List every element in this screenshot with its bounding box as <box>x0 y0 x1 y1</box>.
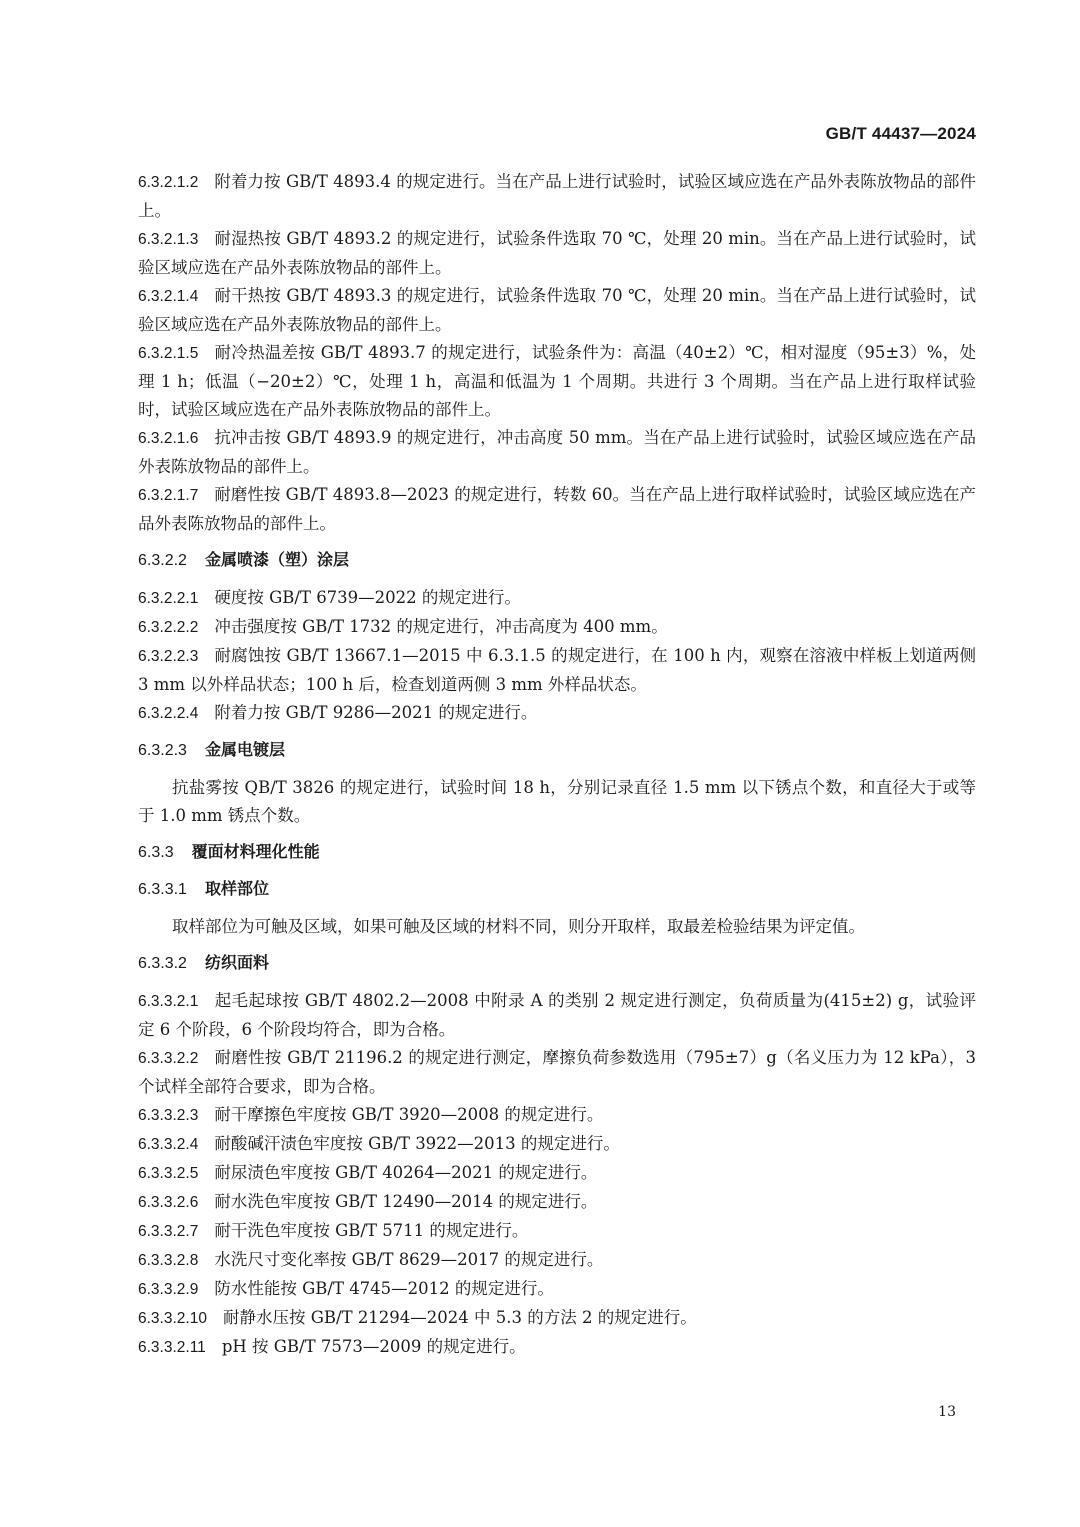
section-number: 6.3.2.3 <box>138 742 187 759</box>
clause-text: 耐干摩擦色牢度按 GB/T 3920—2008 的规定进行。 <box>214 1105 604 1124</box>
section-title: 覆面材料理化性能 <box>191 844 320 861</box>
clause-number: 6.3.2.2.2 <box>138 619 199 636</box>
clause-paragraph <box>138 699 976 728</box>
section-heading <box>138 547 976 575</box>
clause-text: 耐静水压按 GB/T 21294—2024 中 5.3 的方法 2 的规定进行。 <box>222 1308 697 1327</box>
clause-number: 6.3.3.2.7 <box>138 1223 199 1240</box>
section-number: 6.3.3.2 <box>138 955 187 972</box>
page-content <box>138 168 976 1362</box>
section-heading <box>138 839 976 867</box>
clause-number: 6.3.2.1.3 <box>138 231 199 248</box>
clause-number: 6.3.2.1.5 <box>138 345 199 362</box>
clause-number: 6.3.2.2.1 <box>138 590 199 607</box>
clause-paragraph <box>138 481 976 538</box>
clause-number: 6.3.3.2.5 <box>138 1165 199 1182</box>
section-heading <box>138 876 976 904</box>
clause-paragraph <box>138 1304 976 1333</box>
clause-paragraph <box>138 1246 976 1275</box>
clause-paragraph <box>138 1101 976 1130</box>
clause-number: 6.3.3.2.6 <box>138 1194 199 1211</box>
clause-text: 冲击强度按 GB/T 1732 的规定进行，冲击高度为 400 mm。 <box>214 617 668 636</box>
section-heading <box>138 950 976 978</box>
section-number: 6.3.3.1 <box>138 881 187 898</box>
clause-text: 耐干洗色牢度按 GB/T 5711 的规定进行。 <box>214 1221 529 1240</box>
standard-code: GB/T 44437—2024 <box>825 124 976 143</box>
clause-paragraph <box>138 1333 976 1362</box>
clause-number: 6.3.3.2.2 <box>138 1050 199 1067</box>
clause-text: 硬度按 GB/T 6739—2022 的规定进行。 <box>214 588 521 607</box>
body-paragraph: 取样部位为可触及区域，如果可触及区域的材料不同，则分开取样，取最差检验结果为评定值。 <box>172 917 865 936</box>
clause-text: 附着力按 GB/T 9286—2021 的规定进行。 <box>214 703 538 722</box>
clause-text: 耐湿热按 GB/T 4893.2 的规定进行，试验条件选取 70 ℃，处理 20 min。当在产品上进行试验时，试验区域应选在产品外表陈放物品的部件上。 <box>138 229 976 277</box>
clause-number: 6.3.3.2.8 <box>138 1252 199 1269</box>
clause-paragraph <box>138 1217 976 1246</box>
clause-paragraph <box>138 613 976 642</box>
clause-paragraph <box>138 1275 976 1304</box>
clause-text: 耐干热按 GB/T 4893.3 的规定进行，试验条件选取 70 ℃，处理 20 min。当在产品上进行试验时，试验区域应选在产品外表陈放物品的部件上。 <box>138 286 976 334</box>
section-title: 金属喷漆（塑）涂层 <box>204 552 349 569</box>
clause-number: 6.3.3.2.10 <box>138 1310 207 1327</box>
clause-paragraph <box>138 987 976 1044</box>
clause-paragraph <box>138 168 976 225</box>
section-number: 6.3.3 <box>138 844 174 861</box>
clause-text: 抗冲击按 GB/T 4893.9 的规定进行，冲击高度 50 mm。当在产品上进行试验时，试验区域应选在产品外表陈放物品的部件上。 <box>138 428 976 476</box>
clause-number: 6.3.3.2.9 <box>138 1281 199 1298</box>
clause-number: 6.3.2.2.4 <box>138 705 199 722</box>
clause-paragraph <box>138 1159 976 1188</box>
clause-text: 耐腐蚀按 GB/T 13667.1—2015 中 6.3.1.5 的规定进行，在 100 h 内，观察在溶液中样板上划道两侧 3 mm 以外样品状态；100 h 后，检查划道两侧 3 mm 外样品状态。 <box>138 646 976 694</box>
clause-text: 水洗尺寸变化率按 GB/T 8629—2017 的规定进行。 <box>214 1250 604 1269</box>
clause-number: 6.3.2.1.2 <box>138 174 199 191</box>
clause-text: 耐尿渍色牢度按 GB/T 40264—2021 的规定进行。 <box>214 1163 598 1182</box>
clause-number: 6.3.2.1.6 <box>138 430 199 447</box>
clause-paragraph <box>138 1044 976 1101</box>
clause-number: 6.3.2.1.4 <box>138 288 199 305</box>
section-title: 纺织面料 <box>204 955 269 972</box>
clause-text: 耐冷热温差按 GB/T 4893.7 的规定进行，试验条件为：高温（40±2）℃，相对湿度（95±3）%，处理 1 h；低温（−20±2）℃，处理 1 h，高温和低温为 1 个周期。共进行 3 个周期。当在产品上进行取样试验时，试验区域应选在产品外表陈放物品的部件上。 <box>138 343 976 419</box>
section-heading <box>138 737 976 765</box>
clause-paragraph <box>138 642 976 699</box>
body-paragraph: 抗盐雾按 QB/T 3826 的规定进行，试验时间 18 h，分别记录直径 1.5 mm 以下锈点个数，和直径大于或等于 1.0 mm 锈点个数。 <box>138 778 976 825</box>
clause-text: 耐水洗色牢度按 GB/T 12490—2014 的规定进行。 <box>214 1192 598 1211</box>
clause-text: 耐磨性按 GB/T 21196.2 的规定进行测定，摩擦负荷参数选用（795±7）g（名义压力为 12 kPa），3 个试样全部符合要求，即为合格。 <box>138 1048 976 1096</box>
clause-text: 耐酸碱汗渍色牢度按 GB/T 3922—2013 的规定进行。 <box>214 1134 620 1153</box>
clause-number: 6.3.2.2.3 <box>138 648 199 665</box>
page-number: 13 <box>938 1404 956 1420</box>
clause-number: 6.3.2.1.7 <box>138 487 199 504</box>
section-number: 6.3.2.2 <box>138 552 187 569</box>
clause-number: 6.3.3.2.1 <box>138 993 199 1010</box>
clause-paragraph <box>138 282 976 339</box>
clause-text: 附着力按 GB/T 4893.4 的规定进行。当在产品上进行试验时，试验区域应选在产品外表陈放物品的部件上。 <box>138 172 976 220</box>
section-title: 金属电镀层 <box>204 742 285 759</box>
clause-paragraph <box>138 1130 976 1159</box>
clause-number: 6.3.3.2.3 <box>138 1107 199 1124</box>
clause-text: 耐磨性按 GB/T 4893.8—2023 的规定进行，转数 60。当在产品上进行取样试验时，试验区域应选在产品外表陈放物品的部件上。 <box>138 485 976 533</box>
clause-paragraph <box>138 339 976 424</box>
clause-text: 防水性能按 GB/T 4745—2012 的规定进行。 <box>214 1279 554 1298</box>
clause-paragraph <box>138 225 976 282</box>
clause-paragraph <box>138 1188 976 1217</box>
clause-number: 6.3.3.2.4 <box>138 1136 199 1153</box>
section-title: 取样部位 <box>204 881 269 898</box>
clause-paragraph <box>138 424 976 481</box>
clause-text: 起毛起球按 GB/T 4802.2—2008 中附录 A 的类别 2 规定进行测定，负荷质量为(415±2) g，试验评定 6 个阶段，6 个阶段均符合，即为合格。 <box>138 991 976 1039</box>
clause-paragraph <box>138 584 976 613</box>
clause-number: 6.3.3.2.11 <box>138 1339 206 1356</box>
clause-text: pH 按 GB/T 7573—2009 的规定进行。 <box>221 1337 526 1356</box>
